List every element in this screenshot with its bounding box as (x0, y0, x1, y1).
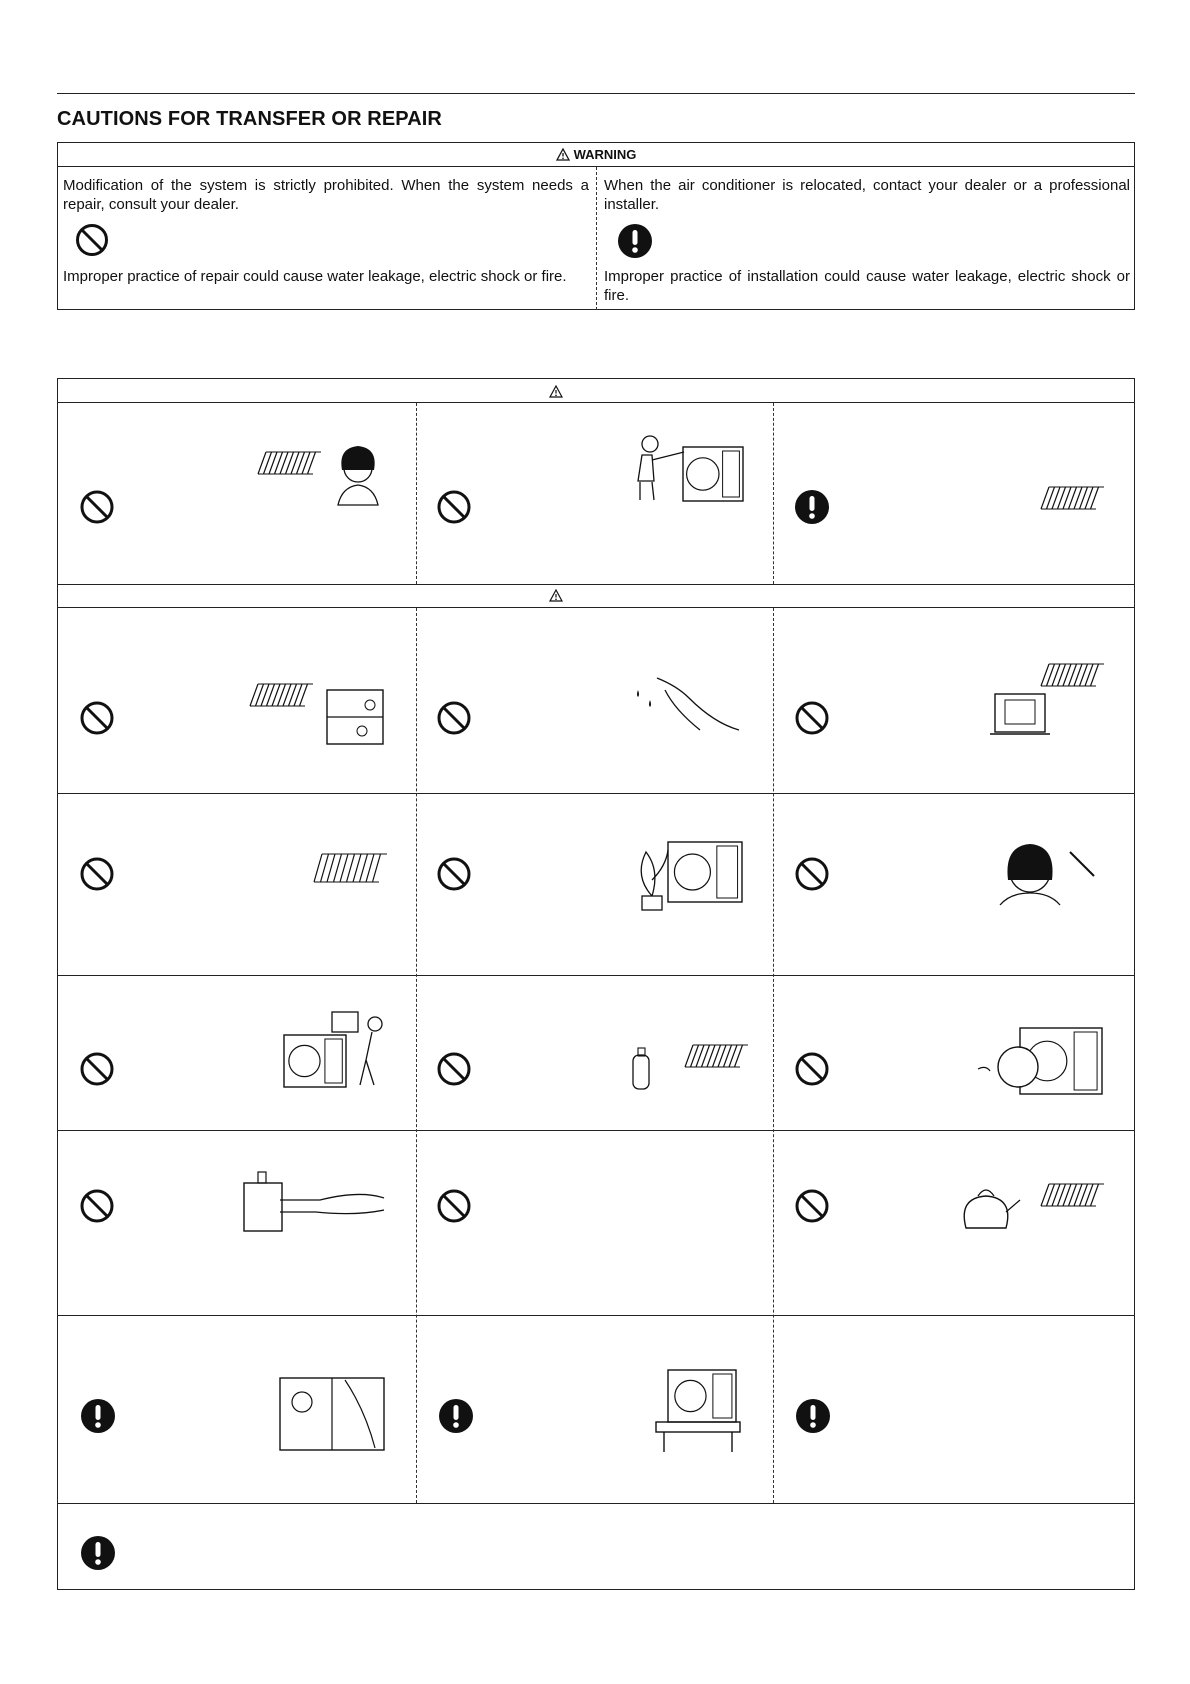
kettle-illustration (964, 1190, 1020, 1228)
prohibited-icon (82, 703, 112, 733)
prohibited-icon (797, 859, 827, 889)
spray-can-illustration (633, 1048, 649, 1089)
unstable-stand-illustration (656, 1422, 740, 1452)
hatch-mark (250, 684, 313, 706)
person-at-window-illustration (280, 1378, 384, 1450)
mandatory-icon (795, 490, 829, 524)
hand-pressing-switch-illustration (244, 1172, 384, 1231)
hatch-mark (1041, 487, 1104, 509)
shivering-person-illustration (338, 446, 378, 505)
wet-hand-illustration (637, 678, 739, 730)
heater-illustration (990, 694, 1050, 734)
outdoor-unit-illustration (668, 1370, 736, 1422)
outdoor-unit-illustration (683, 447, 743, 501)
prohibited-icon (439, 1191, 469, 1221)
plant-illustration (641, 850, 668, 910)
section-title: CAUTIONS FOR TRANSFER OR REPAIR (57, 108, 442, 130)
prohibited-icon (82, 859, 112, 889)
hatch-mark (1041, 1184, 1104, 1206)
mandatory-icon (439, 1399, 473, 1433)
prohibited-icon (439, 1054, 469, 1084)
warning-left-text-bottom: Improper practice of repair could cause water leakage, electric shock or fire. (63, 268, 567, 285)
warning-right-text-top: When the air conditioner is relocated, contact your dealer or a professional installer. (604, 177, 1130, 213)
storage-shelf-illustration (327, 690, 383, 744)
warning-right-text-bottom: Improper practice of installation could cause water leakage, electric shock or fire. (604, 268, 1130, 304)
mandatory-icon (81, 1399, 115, 1433)
mandatory-icon (796, 1399, 830, 1433)
prohibited-icon (82, 1191, 112, 1221)
prohibited-icon (797, 1054, 827, 1084)
prohibited-icon (797, 703, 827, 733)
warning-header-label: WARNING (573, 147, 637, 162)
hatch-mark (258, 452, 321, 474)
prohibited-icon (797, 1191, 827, 1221)
mandatory-icon (81, 1536, 115, 1570)
prohibited-icon (439, 859, 469, 889)
prohibited-icon (439, 703, 469, 733)
hatch-mark (1041, 664, 1104, 686)
warning-left-text-top: Modification of the system is strictly prohibited. When the system needs a repair, consult your dealer. (63, 177, 589, 213)
child-touching-unit-illustration (638, 436, 684, 500)
prohibited-icon (439, 492, 469, 522)
hatch-mark (314, 854, 387, 882)
prohibited-icon (82, 492, 112, 522)
person-with-tools-illustration (1000, 844, 1094, 905)
outdoor-unit-illustration (668, 842, 742, 902)
outdoor-unit-illustration (284, 1035, 346, 1087)
splash-illustration (978, 1047, 1038, 1087)
prohibited-icon (82, 1054, 112, 1084)
hatch-mark (685, 1045, 748, 1067)
